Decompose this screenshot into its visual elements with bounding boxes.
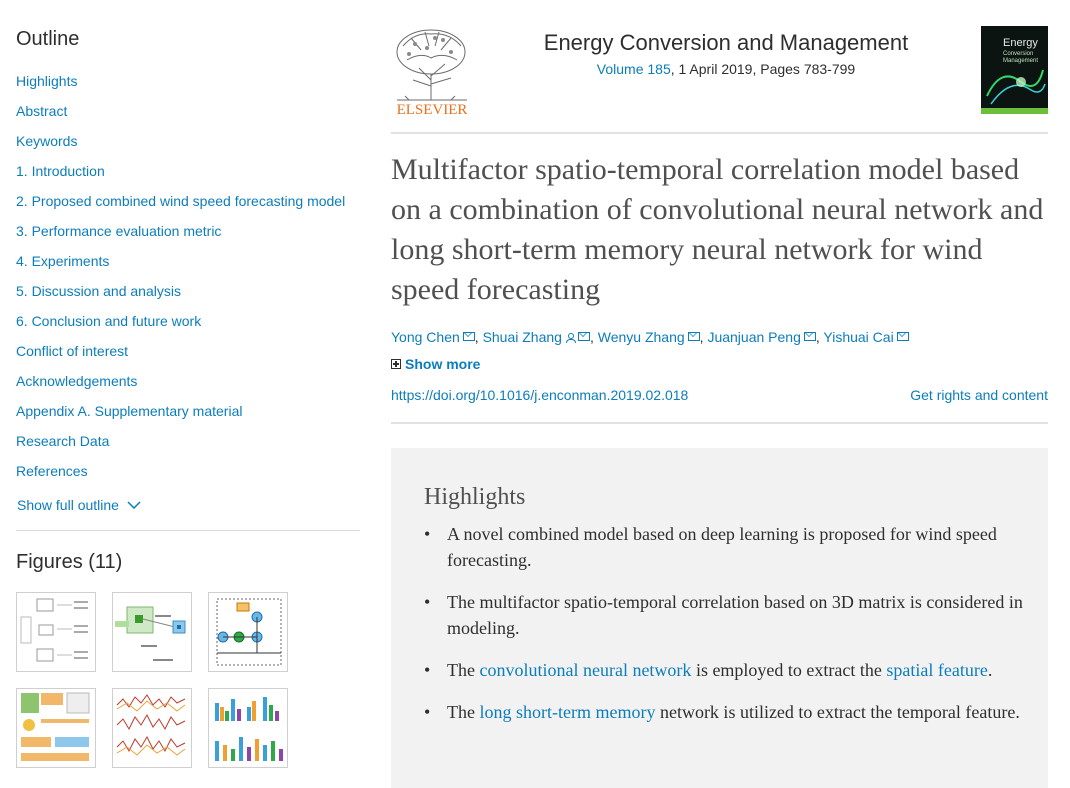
author-link[interactable]: Yishuai Cai [823, 329, 894, 345]
outline-item-introduction[interactable]: 1. Introduction [16, 163, 105, 179]
outline-item-conclusion[interactable]: 6. Conclusion and future work [16, 313, 202, 329]
person-icon[interactable] [566, 333, 575, 342]
highlights-list [424, 521, 1024, 741]
journal-cover-image[interactable] [981, 26, 1048, 114]
author-link[interactable]: Juanjuan Peng [707, 329, 801, 345]
envelope-icon[interactable] [688, 332, 700, 341]
outline-item-proposed-model[interactable]: 2. Proposed combined wind speed forecasting model [16, 193, 346, 209]
header-divider [391, 132, 1048, 134]
outline-sidebar [0, 0, 370, 768]
highlight-text: is employed to extract the [691, 660, 887, 680]
show-more-label: Show more [405, 356, 481, 372]
figure-thumbnail[interactable] [112, 592, 192, 672]
highlight-text: network is utilized to extract the temporal feature. [655, 702, 1020, 722]
outline-item-discussion[interactable]: 5. Discussion and analysis [16, 283, 181, 299]
meta-divider [391, 422, 1048, 424]
doi-link[interactable]: https://doi.org/10.1016/j.enconman.2019.02.018 [391, 387, 689, 403]
figure-4-preview [17, 689, 95, 767]
highlight-item [424, 657, 1024, 683]
envelope-icon[interactable] [804, 332, 816, 341]
figure-1-preview [17, 593, 95, 671]
figure-thumbnail[interactable] [16, 688, 96, 768]
figure-3-preview [209, 593, 287, 671]
cover-title-conversion: Conversion [1003, 51, 1034, 57]
cover-title-energy: Energy [1003, 37, 1038, 49]
outline-item-experiments[interactable]: 4. Experiments [16, 253, 110, 269]
figure-6-preview [209, 689, 287, 767]
volume-link[interactable]: Volume 185 [596, 61, 671, 77]
outline-item-acknowledgements[interactable]: Acknowledgements [16, 373, 138, 389]
highlights-heading: Highlights [424, 484, 526, 510]
cover-title-management: Management [1003, 58, 1039, 64]
expand-plus-icon [391, 359, 401, 369]
sidebar-divider [16, 530, 360, 531]
journal-title-link[interactable]: Energy Conversion and Management [543, 30, 909, 55]
outline-heading: Outline [16, 28, 80, 50]
figure-thumbnail[interactable] [208, 688, 288, 768]
highlights-section [391, 448, 1048, 788]
figure-5-preview [113, 689, 191, 767]
figures-heading: Figures (11) [16, 551, 123, 573]
highlight-item: • The multifactor spatio-temporal correlation based on 3D matrix is considered in modeling. [424, 589, 1024, 641]
highlight-text: . [987, 660, 993, 680]
outline-item-performance-metric[interactable]: 3. Performance evaluation metric [16, 223, 222, 239]
figure-thumbnail[interactable] [16, 592, 96, 672]
outline-item-appendix[interactable]: Appendix A. Supplementary material [16, 403, 243, 419]
outline-item-research-data[interactable]: Research Data [16, 433, 110, 449]
show-full-outline-button[interactable] [17, 497, 141, 513]
highlight-item: • A novel combined model based on deep learning is proposed for wind speed forecasting. [424, 521, 1024, 573]
outline-item-abstract[interactable]: Abstract [16, 103, 68, 119]
cnn-topic-link[interactable]: convolutional neural network [479, 660, 692, 680]
figure-thumbnail[interactable] [208, 592, 288, 672]
figure-thumbnail[interactable] [112, 688, 192, 768]
article-title: Multifactor spatio-temporal correlation model based on a combination of convolutional neural network and long short-term memory neural network for wind speed forecasting [391, 153, 1044, 306]
chevron-down-icon [127, 501, 141, 510]
author-link[interactable]: Shuai Zhang [482, 329, 562, 345]
outline-item-references[interactable]: References [16, 463, 88, 479]
elsevier-wordmark: ELSEVIER [396, 102, 468, 118]
figure-2-preview [113, 593, 191, 671]
envelope-icon[interactable] [463, 332, 475, 341]
highlight-text: The [447, 660, 480, 680]
cover-art [981, 26, 1048, 114]
envelope-icon[interactable] [897, 332, 909, 341]
spatial-feature-topic-link[interactable]: spatial feature [886, 660, 988, 680]
outline-item-conflict[interactable]: Conflict of interest [16, 343, 129, 359]
get-rights-link[interactable]: Get rights and content [910, 387, 1048, 403]
show-full-outline-label: Show full outline [17, 497, 119, 513]
author-link[interactable]: Yong Chen [391, 329, 460, 345]
outline-item-highlights[interactable]: Highlights [16, 73, 78, 89]
envelope-icon[interactable] [578, 332, 590, 341]
highlight-text: The [447, 702, 480, 722]
author-link[interactable]: Wenyu Zhang [597, 329, 685, 345]
journal-header [440, 30, 1012, 77]
lstm-topic-link[interactable]: long short-term memory [479, 702, 656, 722]
issue-date-pages: , 1 April 2019, Pages 783-799 [670, 61, 856, 77]
author-list: Yong Chen , Shuai Zhang , Wenyu Zhang , Juanjuan Peng , Yishuai Cai [391, 329, 909, 345]
highlight-item [424, 699, 1024, 725]
show-more-button[interactable] [391, 356, 480, 372]
journal-issue-info [440, 61, 1012, 77]
outline-item-keywords[interactable]: Keywords [16, 133, 78, 149]
outline-list [16, 72, 345, 492]
